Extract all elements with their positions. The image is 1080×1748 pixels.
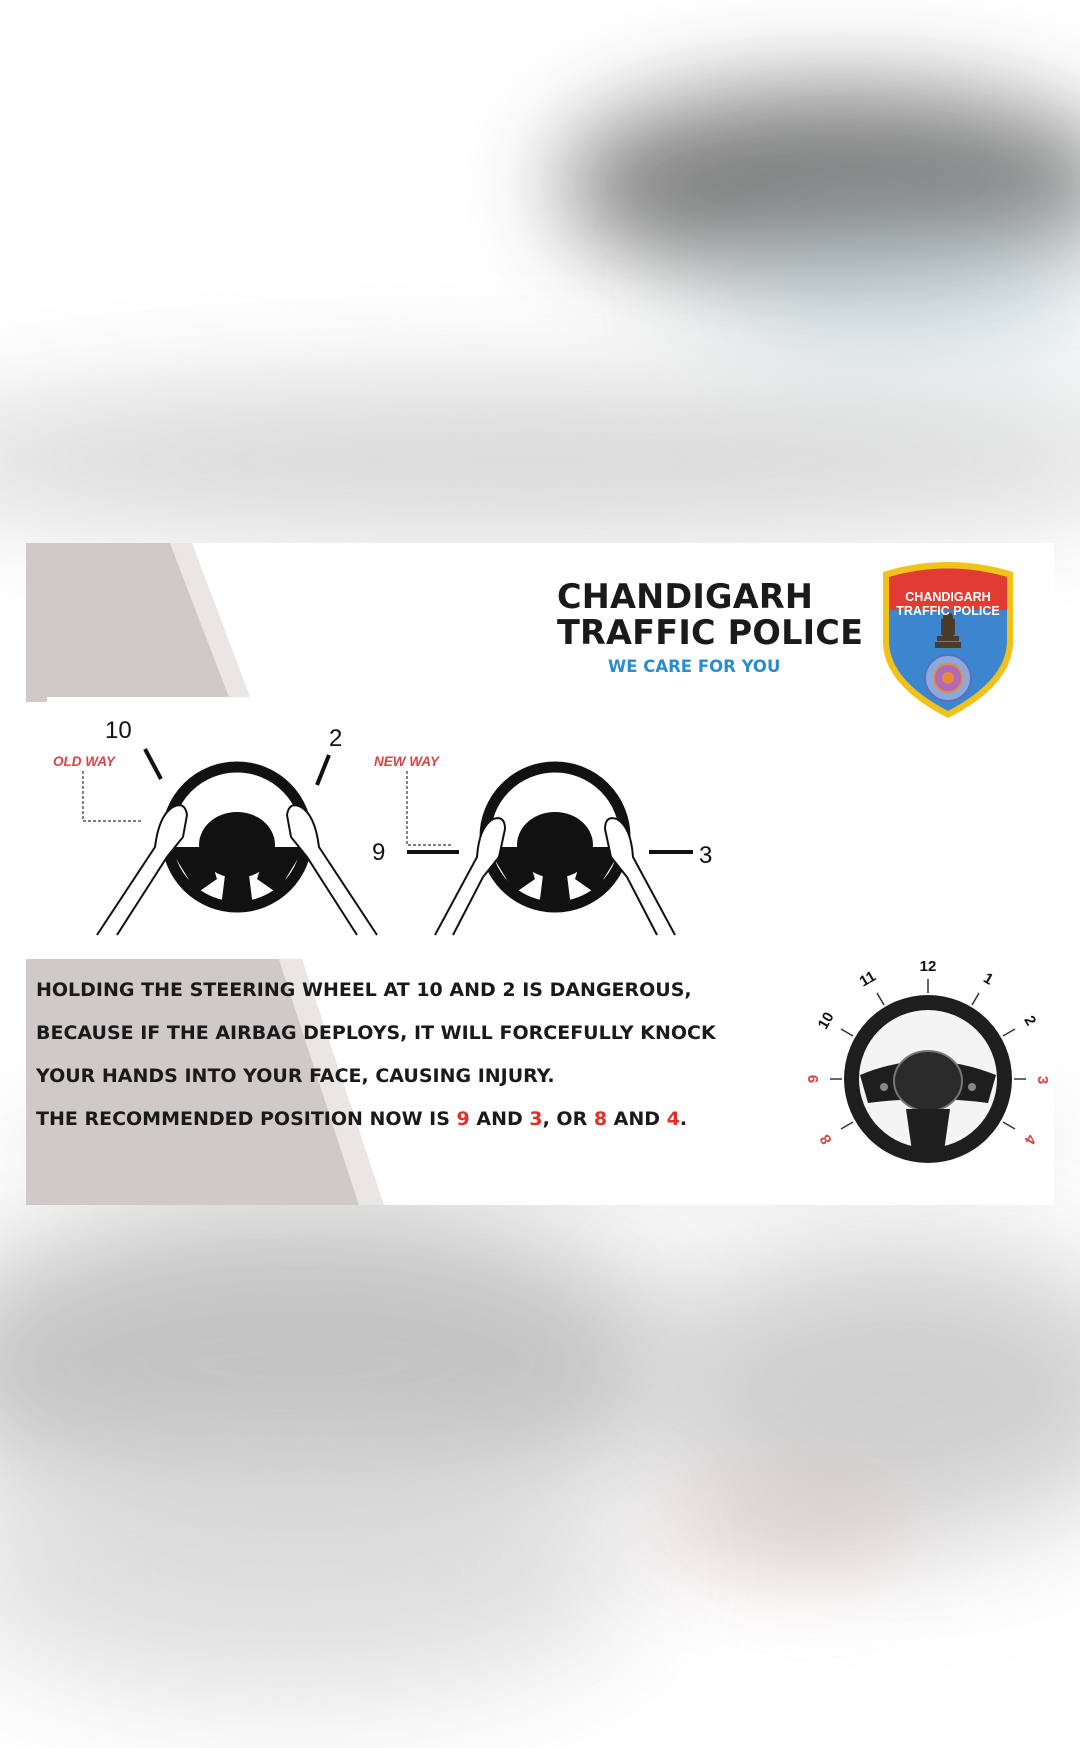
- clock-2: 2: [1020, 1012, 1040, 1029]
- safety-message: [36, 969, 726, 1141]
- steering-wheel-icon: [844, 995, 1012, 1163]
- clock-9: 9: [805, 1074, 822, 1084]
- message-line-3: YOUR HANDS INTO YOUR FACE, CAUSING INJURY.: [36, 1065, 555, 1087]
- clock-4: 4: [1020, 1131, 1040, 1148]
- clock-8: 8: [816, 1131, 836, 1148]
- new-way-wheel-icon: [485, 767, 625, 907]
- position-4: 4: [666, 1108, 680, 1130]
- police-badge-logo: [875, 558, 1021, 721]
- message-line-1: HOLDING THE STEERING WHEEL AT 10 AND 2 IS DANGEROUS,: [36, 979, 692, 1001]
- badge-text-line1: CHANDIGARH: [905, 590, 991, 604]
- position-3: 3: [529, 1108, 543, 1130]
- hands-on-wheels-drawing: [47, 697, 737, 959]
- clock-10: 10: [814, 1009, 838, 1033]
- old-way-number-10: 10: [105, 717, 132, 744]
- steering-illustration: [47, 697, 737, 959]
- old-way-label: OLD WAY: [53, 754, 115, 769]
- traffic-advisory-card: [26, 543, 1054, 1205]
- old-way-number-2: 2: [329, 725, 343, 752]
- new-way-number-3: 3: [699, 842, 713, 869]
- position-9: 9: [456, 1108, 470, 1130]
- badge-text-line2: TRAFFIC POLICE: [896, 604, 1000, 618]
- old-ten-marker: [145, 749, 161, 779]
- clock-11: 11: [856, 967, 879, 991]
- clock-face-wheel-diagram: [766, 943, 1052, 1183]
- brand-title-line1: CHANDIGARH: [557, 577, 814, 616]
- brand-title-line2: TRAFFIC POLICE: [557, 613, 864, 652]
- old-two-marker: [317, 755, 329, 785]
- message-line-2: BECAUSE IF THE AIRBAG DEPLOYS, IT WILL FORCEFULLY KNOCK: [36, 1022, 716, 1044]
- brand-tagline: WE CARE FOR YOU: [608, 657, 781, 676]
- clock-3: 3: [1034, 1075, 1051, 1085]
- message-line-4: THE RECOMMENDED POSITION NOW IS 9 AND 3, OR 8 AND 4.: [36, 1108, 688, 1130]
- clock-1: 1: [980, 969, 997, 989]
- new-way-number-9: 9: [372, 839, 386, 866]
- seal-icon: [925, 655, 971, 701]
- clock-12: 12: [919, 958, 937, 975]
- old-way-wheel-icon: [167, 767, 307, 907]
- new-way-label: NEW WAY: [374, 754, 439, 769]
- position-8: 8: [593, 1108, 608, 1130]
- brand-block: [557, 577, 864, 676]
